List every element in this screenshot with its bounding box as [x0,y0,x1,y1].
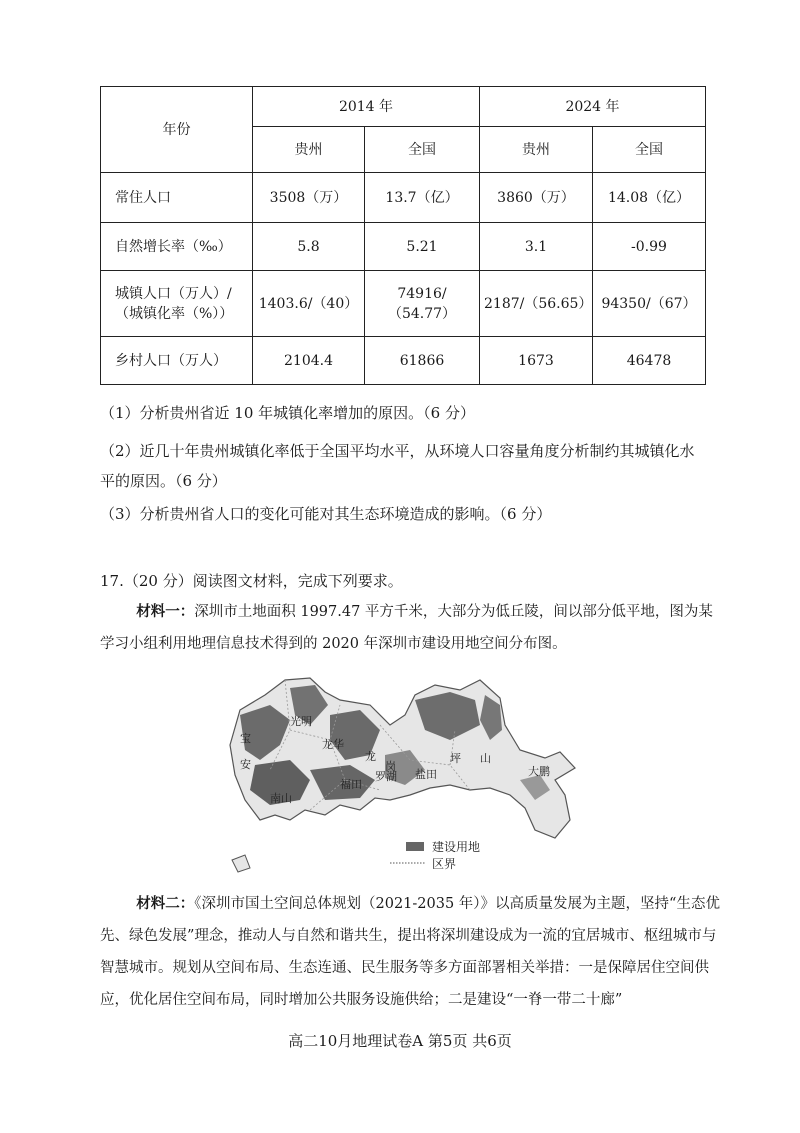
region-header: 全国 [593,127,706,173]
district-label: 罗湖 [375,771,397,783]
material-1 [100,596,720,660]
material-1-text: 深圳市土地面积 1997.47 平方千米，大部分为低丘陵，间以部分低平地，图为某学习小组利用地理信息技术得到的 2020 年深圳市建设用地空间分布图。 [100,604,713,652]
table-cell: 94350/（67） [593,271,706,337]
year-2024-header: 2024 年 [480,87,706,127]
year-header-cell: 年份 [101,87,253,173]
table-cell: 5.8 [253,223,365,271]
shenzhen-land-use-map [210,670,610,885]
legend-built-label: 建设用地 [432,840,481,854]
question-1: （1）分析贵州省近 10 年城镇化率增加的原因。（6 分） [100,404,475,422]
district-label: 光明 [290,716,312,728]
table-cell: 2187/（56.65） [480,271,593,337]
region-header: 全国 [365,127,480,173]
district-label: 宝 [240,733,251,745]
region-header: 贵州 [480,127,593,173]
table-cell: 3508（万） [253,173,365,223]
table-cell: 1673 [480,337,593,385]
table-cell: 3.1 [480,223,593,271]
row-label: 乡村人口（万人） [101,337,253,385]
region-header: 贵州 [253,127,365,173]
district-label: 盐田 [415,769,437,781]
district-label: 坪 [450,753,461,765]
year-2014-header: 2014 年 [253,87,480,127]
table-cell: 13.7（亿） [365,173,480,223]
table-cell: 61866 [365,337,480,385]
material-1-label: 材料一： [136,603,195,620]
question-17-title: 17.（20 分）阅读图文材料，完成下列要求。 [100,572,403,590]
island [232,855,250,872]
district-label: 南山 [270,793,292,805]
material-2 [100,888,720,1016]
population-table-wrap [100,86,705,385]
district-label: 岗 [385,761,396,773]
table-cell: 74916/（54.77） [365,271,480,337]
row-label: 城镇人口（万人）/ （城镇化率（%）） [101,271,253,337]
table-cell: 5.21 [365,223,480,271]
district-label: 龙 [365,751,376,763]
legend-built-swatch [406,842,424,851]
table-cell: 2104.4 [253,337,365,385]
district-label: 大鹏 [528,766,550,778]
question-2-line2: 平的原因。（6 分） [100,472,227,490]
table-cell: 3860（万） [480,173,593,223]
table-cell: 46478 [593,337,706,385]
question-2-line1: （2）近几十年贵州城镇化率低于全国平均水平，从环境人口容量角度分析制约其城镇化水 [100,442,695,460]
district-label: 安 [240,759,251,771]
page-footer: 高二10月地理试卷A 第5页 共6页 [288,1032,512,1050]
table-cell: 1403.6/（40） [253,271,365,337]
table-cell: -0.99 [593,223,706,271]
row-label: 常住人口 [101,173,253,223]
population-table [100,86,706,385]
legend-boundary-label: 区界 [432,857,457,871]
district-label: 龙华 [322,739,344,751]
question-3: （3）分析贵州省人口的变化可能对其生态环境造成的影响。（6 分） [100,505,552,523]
district-label: 福田 [340,779,362,791]
material-2-text: 《深圳市国土空间总体规划（2021-2035 年）》以高质量发展为主题，坚持“生态优先、绿色发展”理念，推动人与自然和谐共生，提出将深圳建设成为一流的宜居城市、枢纽城市与智慧城市。规划从空间布局、生态连通、民生服务等多方面部署相关举措：一是保障居住空间供应，优化居住空间布局，同时增加公共服务设施供给；二是建设“一脊一带二十廊” [100,896,720,1008]
material-2-label: 材料二： [136,895,195,912]
row-label: 自然增长率（‰） [101,223,253,271]
table-cell: 14.08（亿） [593,173,706,223]
district-label: 山 [480,753,491,765]
